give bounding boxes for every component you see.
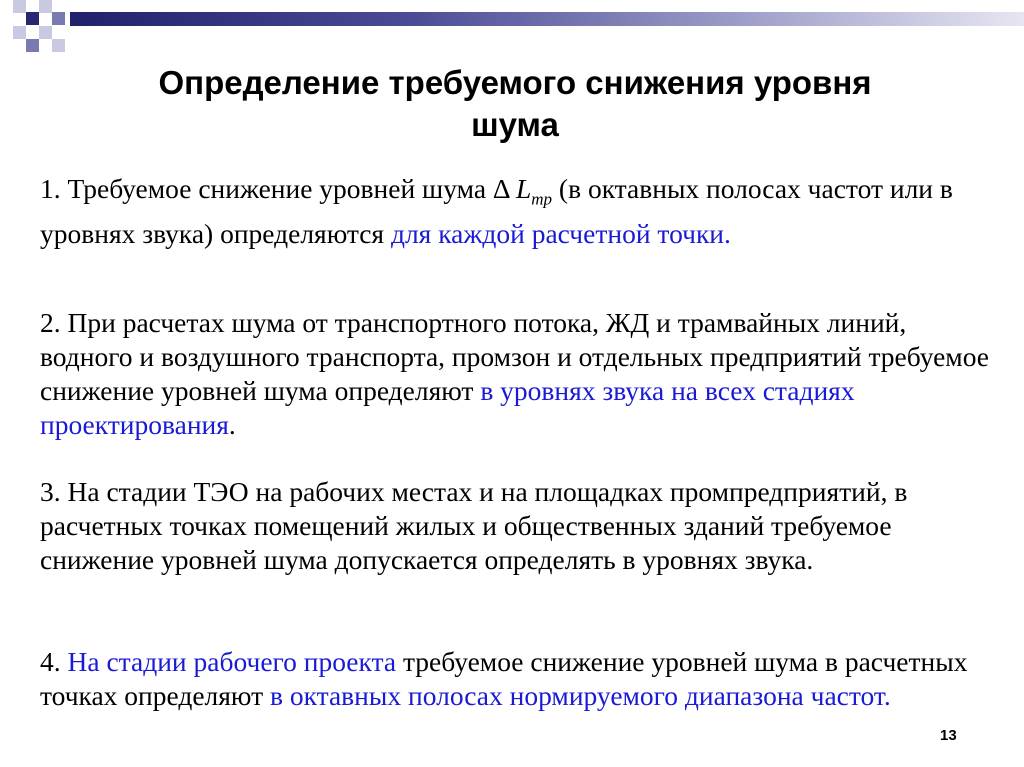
slide-title: [40, 62, 990, 146]
paragraph-2-end: .: [228, 409, 236, 440]
paragraph-4: [40, 645, 1000, 713]
decor-square: [52, 12, 65, 25]
paragraph-1-text: 1. Требуемое снижение уровней шума: [40, 173, 493, 204]
decor-square: [26, 39, 39, 52]
delta-symbol: Δ: [492, 173, 516, 204]
slide-title-line2: шума: [471, 106, 559, 143]
decor-square: [13, 0, 26, 13]
paragraph-1: [40, 172, 1000, 251]
decor-square: [39, 26, 52, 39]
paragraph-1-highlight: для каждой расчетной точки: [390, 217, 725, 249]
paragraph-4-number: 4.: [40, 646, 68, 677]
decor-top-band: [70, 12, 1024, 26]
paragraph-1-end: .: [724, 217, 731, 249]
decor-square: [26, 12, 39, 25]
paragraph-2-text: 2. При расчетах шума от транспортного потока, ЖД и трамвайных линий, водного и воздушного транспорта, промзон и отдельных предприятий требуемое снижение уровней шума определяют: [40, 307, 989, 406]
level-symbol: L: [515, 173, 532, 204]
paragraph-4-end: .: [883, 680, 891, 711]
paragraph-1-text-cont: (в октавных полосах частот или в уровнях звука) определяются: [40, 173, 953, 249]
paragraph-2-highlight: в уровнях звука на всех стадиях проектирования: [40, 375, 855, 440]
level-subscript: тр: [531, 189, 553, 209]
paragraph-4-highlight-2: в октавных полосах нормируемого диапазона частот: [270, 680, 884, 711]
paragraph-4-text: требуемое снижение уровней шума в расчетных точках определяют: [40, 646, 968, 711]
paragraph-3: [40, 475, 1000, 577]
paragraph-4-highlight-1: На стадии рабочего проекта: [67, 646, 397, 677]
paragraph-2: [40, 306, 1000, 442]
decor-square: [13, 26, 26, 39]
page-number: 13: [940, 727, 957, 744]
decor-square: [39, 0, 52, 13]
decor-square: [52, 39, 65, 52]
slide-title-line1: Определение требуемого снижения уровня: [158, 64, 872, 101]
paragraph-3-text: 3. На стадии ТЭО на рабочих местах и на площадках промпредприятий, в расчетных точках помещений жилых и общественных зданий требуемое снижение уровней шума допускается определять в уровнях звука.: [40, 476, 908, 575]
